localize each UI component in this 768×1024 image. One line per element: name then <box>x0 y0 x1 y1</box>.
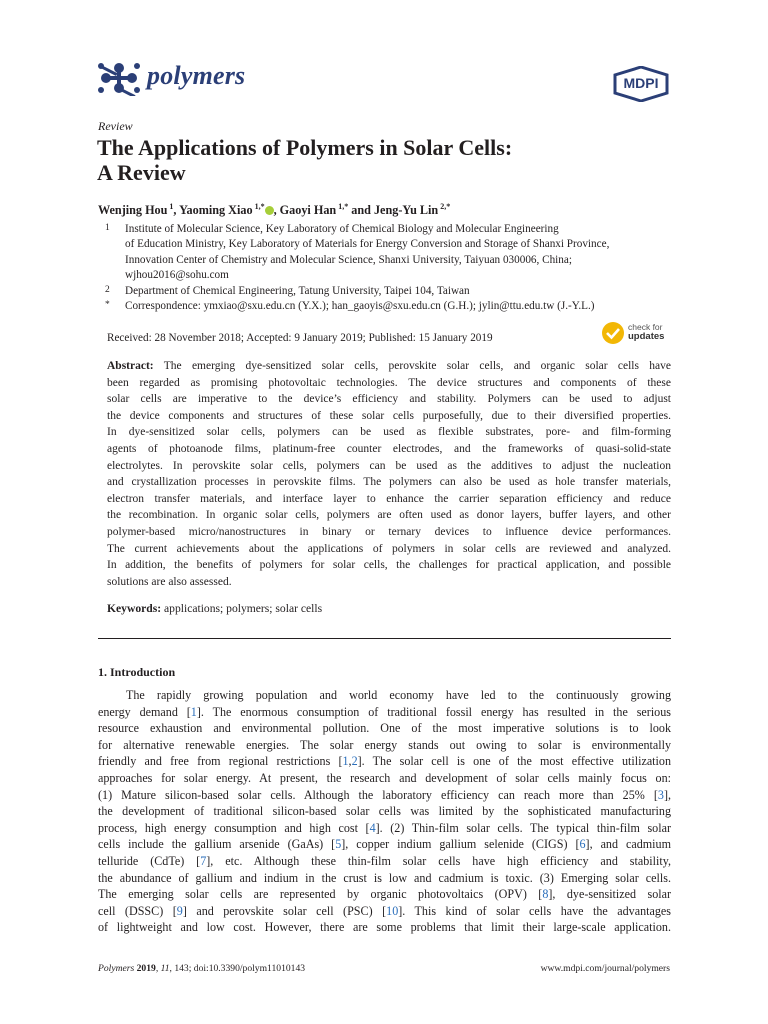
body-text-run: friendly and free from regional restrictions [ <box>98 754 343 769</box>
footer-volume: , 11 <box>155 963 170 974</box>
author-affiliation-mark: 1,* <box>252 201 265 211</box>
abstract-line <box>107 541 671 558</box>
abstract-line <box>107 358 671 375</box>
abstract-line <box>107 458 671 475</box>
citation-link[interactable]: 1 <box>342 754 349 769</box>
body-line <box>98 787 671 804</box>
body-text-run: The emerging solar cells are represented by organic photovoltaics (OPV) [ <box>98 887 543 902</box>
polymers-logo-icon <box>97 60 141 96</box>
affiliation-item <box>105 299 675 314</box>
abstract <box>107 358 671 590</box>
body-text-run: process, high energy consumption and high cost [ <box>98 820 370 835</box>
abstract-line <box>107 474 671 491</box>
abstract-line <box>107 375 671 392</box>
keywords <box>107 602 322 615</box>
body-text-run: ] and perovskite solar cell (PSC) [ <box>182 903 387 918</box>
abstract-line <box>107 391 671 408</box>
body-line <box>98 704 671 721</box>
abstract-line <box>107 574 671 591</box>
body-text-run: of lightweight and low cost. However, there are some problems that limit their large-scale application. <box>98 920 671 935</box>
author-separator: , <box>273 203 280 217</box>
affiliation-item <box>105 284 675 299</box>
body-text-run: ]. This kind of solar cells have the advantages <box>398 903 671 918</box>
author-name[interactable]: Yaoming Xiao <box>179 203 253 217</box>
abstract-text: agents of photoanode films, platinum-free counter electrodes, and the frameworks of quasi-solid-state <box>107 442 671 455</box>
check-updates-icon <box>601 321 625 345</box>
body-text-run: energy demand [ <box>98 704 191 719</box>
author-affiliation-mark: 2,* <box>438 201 451 211</box>
body-text-run: ]. The solar cell is one of the most effective utilization <box>357 754 671 769</box>
body-text-run: cells include the gallium arsenide (GaAs) [ <box>98 837 336 852</box>
page-footer-citation <box>98 963 305 974</box>
footer-doi: , 143; doi:10.3390/polym11010143 <box>169 963 306 974</box>
body-text-run: for alternative renewable energies. The solar energy stands out owing to solar is environmentally <box>98 737 671 752</box>
affiliation-mark: * <box>105 300 110 311</box>
body-text-run: ]. (2) Thin-film solar cells. The typical thin-film solar <box>375 820 671 835</box>
body-text-run: approaches for solar energy. At present, the research and development of solar cells mainly focus on: <box>98 770 671 785</box>
body-text-run: telluride (CdTe) [ <box>98 853 201 868</box>
abstract-text: polymer-based micro/nanostructures in binary or ternary devices to influence device performances. <box>107 525 671 538</box>
body-line <box>98 770 671 787</box>
citation-link[interactable]: 5 <box>335 837 342 852</box>
affiliations <box>105 222 675 314</box>
body-text-run: the development of traditional silicon-based solar cells was limited by the sophisticated manufacturing <box>98 804 671 819</box>
footer-journal: Polymers <box>98 963 135 974</box>
footer-year: 2019 <box>134 963 156 974</box>
title-line-1: The Applications of Polymers in Solar Cells: <box>97 135 513 160</box>
affiliation-mark: 2 <box>105 284 110 295</box>
check-updates-line-2: updates <box>628 331 665 342</box>
author-separator: , <box>173 203 180 217</box>
author-affiliation-mark: 1,* <box>336 201 349 211</box>
citation-link[interactable]: 3 <box>657 787 664 802</box>
author-list <box>98 203 450 218</box>
abstract-line <box>107 524 671 541</box>
affiliation-item <box>105 222 675 284</box>
abstract-line <box>107 408 671 425</box>
affiliation-line: Department of Chemical Engineering, Tatung University, Taipei 104, Taiwan <box>125 284 470 297</box>
body-line <box>98 803 671 820</box>
abstract-label: Abstract: <box>107 360 154 372</box>
affiliation-line: of Education Ministry, Key Laboratory of Materials for Energy Conversion and Storage of Shanxi Province, <box>125 238 610 251</box>
body-text-run: The rapidly growing population and world economy have led to the continuously growing <box>126 688 671 702</box>
article-title <box>97 135 512 185</box>
body-line <box>98 687 671 704</box>
body-line <box>98 753 671 770</box>
citation-link[interactable]: 6 <box>579 837 586 852</box>
publisher-name: MDPI <box>623 75 659 91</box>
abstract-line <box>107 441 671 458</box>
affiliation-line: Institute of Molecular Science, Key Laboratory of Chemical Biology and Molecular Engineering <box>125 223 559 235</box>
citation-link[interactable]: 7 <box>200 853 207 868</box>
introduction-body <box>98 687 671 936</box>
abstract-text: electron transfer materials, and interface layer to enhance the carrier separation efficiency and reduce <box>107 492 671 505</box>
abstract-text: the recombination. In organic solar cells, polymers are often used as donor layers, buffer layers, and other <box>107 509 671 522</box>
author-name[interactable]: Wenjing Hou <box>98 203 168 217</box>
journal-logo <box>97 60 141 96</box>
author-name[interactable]: Jeng-Yu Lin <box>373 203 439 217</box>
body-line <box>98 836 671 853</box>
publication-dates: Received: 28 November 2018; Accepted: 9 January 2019; Published: 15 January 2019 <box>107 332 493 344</box>
footer-journal-url[interactable]: www.mdpi.com/journal/polymers <box>540 963 670 974</box>
journal-name: polymers <box>147 61 246 90</box>
author-separator: and <box>348 203 374 217</box>
abstract-text: solar cells are imperative to the device’s efficiency and stability. Polymers can be used to adjust <box>107 393 671 406</box>
body-line <box>98 853 671 870</box>
abstract-text: In addition, the benefits of polymers for solar cells, the challenges for practical application, and possible <box>107 559 671 572</box>
section-divider <box>98 638 671 639</box>
check-for-updates-badge[interactable] <box>601 320 673 346</box>
body-text-run: (1) Mature silicon-based solar cells. Although the laboratory efficiency can reach more than 25% [ <box>98 787 658 802</box>
body-text-run: cell (DSSC) [ <box>98 903 177 918</box>
abstract-line <box>107 507 671 524</box>
abstract-text: In dye-sensitized solar cells, polymers can be used as flexible substrates, pore- and film-forming <box>107 426 671 439</box>
abstract-text: The current achievements about the applications of polymers in solar cells are reviewed and analyzed. <box>107 542 671 555</box>
citation-link[interactable]: 4 <box>369 820 376 835</box>
section-heading: 1. Introduction <box>98 665 176 679</box>
body-line <box>98 720 671 737</box>
abstract-text: solutions are also assessed. <box>107 575 232 588</box>
keywords-text: applications; polymers; solar cells <box>161 602 323 615</box>
abstract-text: electrolytes. In perovskite solar cells, polymers can be used as the additives to adjust the nucleation <box>107 459 671 472</box>
keywords-label: Keywords: <box>107 602 162 615</box>
body-text-run: the abundance of gallium and indium in the crust is low and cadmium is toxic. (3) Emerging solar cells. <box>98 870 671 885</box>
affiliation-mark: 1 <box>105 223 110 233</box>
citation-link[interactable]: 9 <box>176 903 183 918</box>
title-line-2: A Review <box>97 160 186 185</box>
abstract-text: the device components and structures of these solar cells purposefully, due to their diversified properties. <box>107 409 671 422</box>
citation-link[interactable]: 1 <box>190 704 197 719</box>
body-text-run: ], etc. Although these thin-film solar cells have high efficiency and stability, <box>206 853 671 868</box>
mdpi-logo <box>612 66 670 102</box>
body-line <box>98 903 671 920</box>
abstract-text: and crystallization processes in perovskite films. The polymers can also be used as hole transfer materials, <box>107 476 671 489</box>
abstract-line <box>107 424 671 441</box>
affiliation-line: wjhou2016@sohu.com <box>125 269 229 282</box>
body-text-run: ], dye-sensitized solar <box>548 887 671 902</box>
article-type: Review <box>98 119 133 133</box>
body-line <box>98 870 671 887</box>
body-line <box>98 820 671 837</box>
body-text-run: ], <box>663 787 671 802</box>
orcid-icon[interactable] <box>265 206 274 215</box>
body-text-run: , <box>348 754 352 769</box>
body-line <box>98 919 671 936</box>
abstract-line <box>107 557 671 574</box>
body-text-run: ], copper indium gallium selenide (CIGS) [ <box>341 837 580 852</box>
check-updates-line-1: check for <box>628 322 663 332</box>
abstract-text: The emerging dye-sensitized solar cells, perovskite solar cells, and organic solar cells have <box>153 360 671 372</box>
citation-link[interactable]: 8 <box>542 887 549 902</box>
author-affiliation-mark: 1 <box>167 201 174 211</box>
body-line <box>98 737 671 754</box>
body-text-run: ]. The enormous consumption of traditional fossil energy has resulted in the serious <box>196 704 671 719</box>
author-name[interactable]: Gaoyi Han <box>279 203 337 217</box>
affiliation-line: Correspondence: ymxiao@sxu.edu.cn (Y.X.); han_gaoyis@sxu.edu.cn (G.H.); jylin@ttu.edu.tw (J.-Y.L.) <box>125 300 595 313</box>
body-text-run: resource exhaustion and environmental pollution. One of the most imperative solutions is to look <box>98 721 671 736</box>
body-line <box>98 886 671 903</box>
affiliation-line: Innovation Center of Chemistry and Molecular Science, Shanxi University, Taiyuan 030006, China; <box>125 253 572 266</box>
body-text-run: ], and cadmium <box>585 837 671 852</box>
citation-link[interactable]: 2 <box>351 754 358 769</box>
abstract-text: been regarded as promising photovoltaic technologies. The device structures and components of these <box>107 376 671 389</box>
citation-link[interactable]: 10 <box>386 903 399 918</box>
abstract-line <box>107 491 671 508</box>
